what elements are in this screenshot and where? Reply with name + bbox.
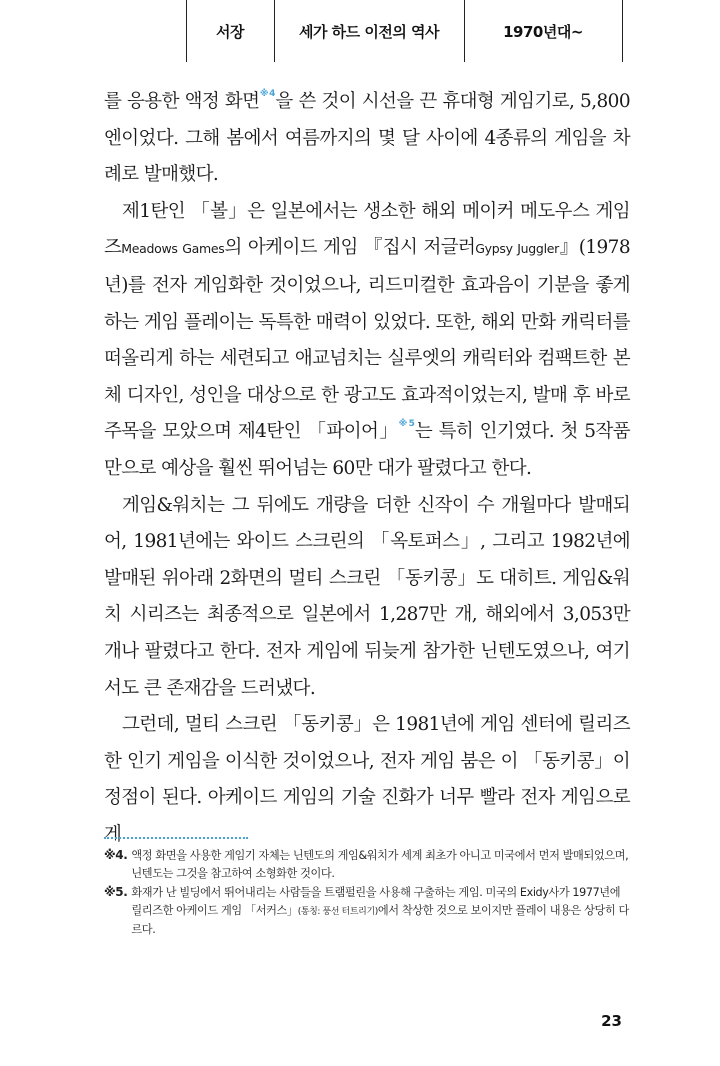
- body-text: [104, 84, 630, 853]
- text-span: 는 특히 인기였다. 첫 5작품 만으로 예상을 훨씬 뛰어넘는 60만 대가 팔렸다고 한다.: [104, 421, 630, 479]
- paragraph: 그런데, 멀티 스크린 「동키콩」은 1981년에 게임 센터에 릴리즈한 인기 게임을 이식한 것이었으나, 전자 게임 붐은 이 「동키콩」이 정점이 된다. 아케이드 게임의 기술 진화가 너무 빨라 전자 게임으로 게: [104, 714, 630, 845]
- text-span: 제1탄인 「볼」은 일본에서는 생소한 해외 메이커 메도우스 게임즈: [104, 200, 630, 259]
- footnote-text: 액정 화면을 사용한 게임기 자체는 닌텐도의 게임&워치가 세계 최초가 아니고 미국에서 먼저 발매되었으며, 닌텐도는 그것을 참고하여 소형화한 것이다.: [131, 849, 629, 880]
- paragraph: 게임&워치는 그 뒤에도 개량을 더한 신작이 수 개월마다 발매되어, 1981년에는 와이드 스크린의 「옥토퍼스」, 그리고 1982년에 발매된 위아래 2화면의 멀티 스크린 「동키콩」도 대히트. 게임&워치 시리즈는 최종적으로 일본에서 1,287만 개, 해외에서 3,053만 개나 팔렸다고 한다. 전자 게임에 뒤늦게 참가한 닌텐도였으나, 여기서도 큰 존재감을 드러냈다.: [104, 494, 630, 699]
- paragraph: [104, 194, 630, 488]
- text-span: 에서 착상한 것으로 보이지만 플레이 내용은 상당히 다르다.: [131, 903, 629, 936]
- footnote-separator: [104, 837, 248, 839]
- footnote-ref-5[interactable]: ※5: [398, 419, 415, 430]
- header-section-title: 세가 하드 이전의 역사: [298, 22, 440, 41]
- text-span: (통칭: 풍선 터트리기): [297, 906, 378, 917]
- paragraph: [104, 84, 630, 194]
- footnote-text: [131, 884, 632, 939]
- text-span: 』(1978년)를 전자 게임화한 것이었으나, 리드미컬한 효과음이 기분을 좋게하는 게임 플레이는 독특한 매력이 있었다. 또한, 해외 만화 캐릭터를 떠올리게 하는 세련되고 애교넘치는 실루엣의 캐릭터와 컴팩트한 본체 디자인, 성인을 대상으로 한 광고도 효과적이었는지, 발매 후 바로 주목을 모았으며 제4탄인 「파이어」: [104, 237, 630, 443]
- text-span: 화재가 난 빌딩에서 뛰어내리는 사람들을 트램펄린을 사용해 구출하는 게임. 미국의 Exidy사가 1977년에 릴리즈한 아케이드 게임 「서커스」: [131, 886, 621, 917]
- text-span: 을 쓴 것이 시선을 끈 휴대형 게임기로, 5,800엔이었다. 그해 봄에서 여름까지의 몇 달 사이에 4종류의 게임을 차례로 발매했다.: [104, 91, 630, 186]
- header-chapter: 서장: [216, 22, 244, 41]
- footnote-marker: ※4.: [104, 848, 128, 862]
- english-term: Gypsy Juggler: [475, 241, 559, 257]
- page-number: 23: [601, 1012, 622, 1030]
- text-span: 를 응용한 액정 화면: [104, 91, 260, 112]
- footnote-ref-4[interactable]: ※4: [259, 89, 276, 99]
- header-divider: [622, 0, 623, 62]
- running-header: [0, 0, 720, 62]
- text-span: 의 아케이드 게임 『집시 저글러: [224, 237, 476, 259]
- footnote-marker: ※5.: [104, 885, 128, 899]
- header-era: 1970년대~: [503, 22, 583, 41]
- footnote-5: [104, 884, 632, 939]
- english-term: Meadows Games: [121, 241, 225, 257]
- footnotes: [104, 847, 632, 941]
- footnote-4: [104, 847, 632, 882]
